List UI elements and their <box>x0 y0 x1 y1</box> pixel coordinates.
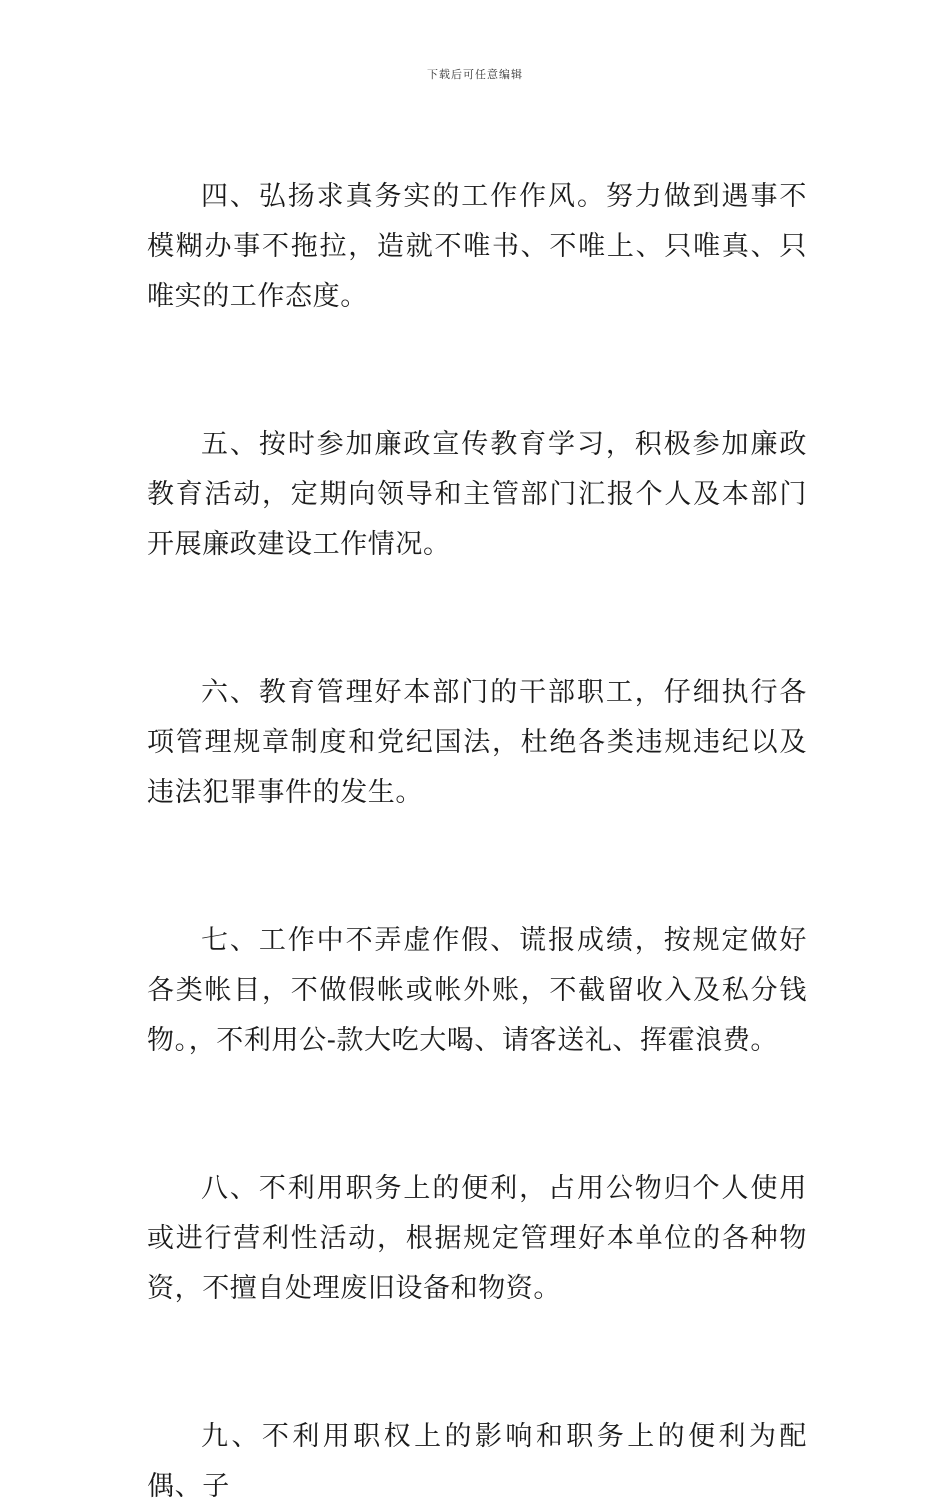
document-body <box>147 172 807 1512</box>
paragraph-4: 四、弘扬求真务实的工作作风。努力做到遇事不模糊办事不拖拉，造就不唯书、不唯上、只唯真、只唯实的工作态度。 <box>147 181 807 312</box>
paragraph-7: 七、工作中不弄虚作假、谎报成绩，按规定做好各类帐目，不做假帐或帐外账，不截留收入及私分钱物。，不利用公-款大吃大喝、请客送礼、挥霍浪费。 <box>147 925 807 1056</box>
page-header: 下载后可任意编辑 <box>427 68 523 81</box>
paragraph-6: 六、教育管理好本部门的干部职工，仔细执行各项管理规章制度和党纪国法，杜绝各类违规违纪以及违法犯罪事件的发生。 <box>147 677 807 808</box>
paragraph-5: 五、按时参加廉政宣传教育学习，积极参加廉政教育活动，定期向领导和主管部门汇报个人及本部门开展廉政建设工作情况。 <box>147 429 807 560</box>
paragraph-8: 八、不利用职务上的便利，占用公物归个人使用或进行营利性活动，根据规定管理好本单位的各种物资，不擅自处理废旧设备和物资。 <box>147 1173 807 1304</box>
paragraph-9: 九、不利用职权上的影响和职务上的便利为配偶、子 <box>147 1421 807 1502</box>
